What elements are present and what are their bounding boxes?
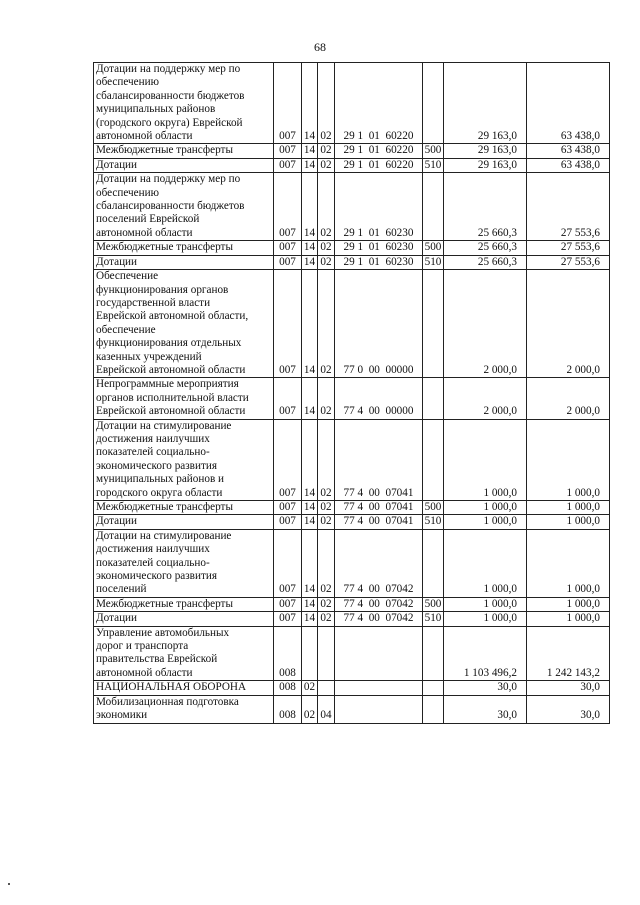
ved-code: 007 [274, 158, 302, 172]
target-article-code [335, 255, 423, 269]
table-row [94, 63, 610, 144]
row-name: Дотации на стимулирование достижения наилучших показателей социально- экономического развития муниципальных районов и городского округа области [94, 419, 274, 500]
code-part-grp: 01 [368, 255, 380, 268]
amount-year-2: 63 438,0 [527, 63, 610, 144]
expense-type-code: 500 [423, 144, 444, 158]
subsection-code: 02 [318, 270, 335, 378]
table-row [94, 612, 610, 626]
table-row [94, 419, 610, 500]
code-part-prog: 29 [343, 144, 355, 157]
table-row [94, 255, 610, 269]
target-article-code [335, 63, 423, 144]
subsection-code: 02 [318, 173, 335, 241]
section-code: 14 [302, 270, 318, 378]
section-code: 14 [302, 173, 318, 241]
code-part-grp: 01 [368, 144, 380, 157]
code-part-sub: 1 [357, 158, 364, 171]
code-part-dir: 60220 [385, 130, 414, 143]
table-row [94, 529, 610, 597]
code-part-sub: 4 [357, 486, 364, 499]
code-part-grp: 00 [368, 486, 380, 499]
expense-type-code [423, 695, 444, 723]
code-part-sub: 1 [357, 226, 364, 239]
ved-code: 007 [274, 144, 302, 158]
amount-year-1: 1 000,0 [444, 612, 527, 626]
code-part-prog: 77 [343, 515, 355, 528]
code-part-grp: 00 [368, 612, 380, 625]
code-part-grp: 00 [368, 515, 380, 528]
amount-year-1: 30,0 [444, 681, 527, 695]
ved-code: 007 [274, 255, 302, 269]
code-part-prog: 77 [343, 501, 355, 513]
row-name: Дотации [94, 612, 274, 626]
expense-type-code [423, 626, 444, 681]
code-part-sub: 1 [357, 130, 364, 143]
code-part-dir: 07041 [385, 486, 414, 499]
ved-code: 007 [274, 612, 302, 626]
code-part-sub: 4 [357, 597, 364, 610]
code-part-grp: 00 [368, 597, 380, 610]
subsection-code: 02 [318, 597, 335, 611]
amount-year-2: 63 438,0 [527, 158, 610, 172]
subsection-code: 02 [318, 144, 335, 158]
code-part-dir: 60220 [385, 144, 414, 157]
code-part-sub: 4 [357, 501, 364, 513]
amount-year-1: 25 660,3 [444, 241, 527, 255]
ved-code: 008 [274, 626, 302, 681]
target-article-code [335, 681, 423, 695]
subsection-code: 02 [318, 529, 335, 597]
amount-year-1: 25 660,3 [444, 173, 527, 241]
ved-code: 007 [274, 529, 302, 597]
target-article-code [335, 529, 423, 597]
amount-year-1: 2 000,0 [444, 270, 527, 378]
target-article-code [335, 270, 423, 378]
row-name: Дотации на поддержку мер по обеспечению сбалансированности бюджетов поселений Еврейской автономной области [94, 173, 274, 241]
subsection-code: 02 [318, 241, 335, 255]
subsection-code: 02 [318, 378, 335, 419]
code-part-dir: 07042 [385, 612, 414, 625]
section-code: 02 [302, 695, 318, 723]
row-name: Межбюджетные трансферты [94, 241, 274, 255]
expense-type-code [423, 270, 444, 378]
expense-type-code: 510 [423, 515, 444, 529]
code-part-sub: 0 [357, 363, 364, 376]
expense-type-code [423, 378, 444, 419]
section-code: 14 [302, 529, 318, 597]
amount-year-1: 1 000,0 [444, 501, 527, 515]
amount-year-2: 27 553,6 [527, 241, 610, 255]
target-article-code [335, 241, 423, 255]
row-name: Дотации [94, 255, 274, 269]
code-part-prog: 77 [343, 486, 355, 499]
code-part-sub: 1 [357, 255, 364, 268]
code-part-grp: 00 [368, 583, 380, 596]
ved-code: 007 [274, 63, 302, 144]
target-article-code [335, 173, 423, 241]
code-part-prog: 29 [343, 255, 355, 268]
code-part-sub: 1 [357, 241, 364, 254]
table-row [94, 158, 610, 172]
target-article-code [335, 144, 423, 158]
section-code: 14 [302, 255, 318, 269]
row-name: НАЦИОНАЛЬНАЯ ОБОРОНА [94, 681, 274, 695]
subsection-code: 02 [318, 255, 335, 269]
amount-year-1: 25 660,3 [444, 255, 527, 269]
amount-year-2: 1 242 143,2 [527, 626, 610, 681]
amount-year-2: 30,0 [527, 681, 610, 695]
code-part-prog: 29 [343, 226, 355, 239]
amount-year-2: 1 000,0 [527, 529, 610, 597]
amount-year-1: 1 000,0 [444, 419, 527, 500]
amount-year-2: 1 000,0 [527, 612, 610, 626]
code-part-prog: 29 [343, 241, 355, 254]
subsection-code: 04 [318, 695, 335, 723]
target-article-code [335, 626, 423, 681]
expense-type-code [423, 63, 444, 144]
code-part-prog: 29 [343, 158, 355, 171]
expense-type-code: 500 [423, 501, 444, 515]
section-code: 14 [302, 144, 318, 158]
code-part-prog: 77 [343, 363, 355, 376]
row-name: Дотации [94, 515, 274, 529]
expense-type-code: 500 [423, 241, 444, 255]
ved-code: 008 [274, 695, 302, 723]
code-part-dir: 07041 [385, 501, 414, 513]
code-part-grp: 00 [368, 405, 380, 418]
section-code [302, 626, 318, 681]
ved-code: 007 [274, 597, 302, 611]
code-part-dir: 07041 [385, 515, 414, 528]
amount-year-1: 30,0 [444, 695, 527, 723]
row-name: Непрограммные мероприятия органов исполнительной власти Еврейской автономной области [94, 378, 274, 419]
budget-table [93, 62, 610, 724]
code-part-grp: 00 [368, 363, 380, 376]
table-row [94, 597, 610, 611]
table-row [94, 515, 610, 529]
row-name: Управление автомобильных дорог и транспорта правительства Еврейской автономной области [94, 626, 274, 681]
target-article-code [335, 501, 423, 515]
code-part-prog: 77 [343, 405, 355, 418]
code-part-dir: 60230 [385, 226, 414, 239]
ved-code: 007 [274, 241, 302, 255]
code-part-grp: 01 [368, 226, 380, 239]
amount-year-2: 1 000,0 [527, 501, 610, 515]
amount-year-2: 63 438,0 [527, 144, 610, 158]
amount-year-1: 1 103 496,2 [444, 626, 527, 681]
code-part-sub: 4 [357, 405, 364, 418]
expense-type-code [423, 681, 444, 695]
row-name: Межбюджетные трансферты [94, 144, 274, 158]
page-number: 68 [314, 40, 326, 54]
subsection-code: 02 [318, 419, 335, 500]
expense-type-code [423, 419, 444, 500]
code-part-prog: 77 [343, 612, 355, 625]
ved-code: 007 [274, 378, 302, 419]
table-row [94, 144, 610, 158]
expense-type-code [423, 529, 444, 597]
ved-code: 007 [274, 515, 302, 529]
code-part-grp: 01 [368, 130, 380, 143]
code-part-dir: 60230 [385, 241, 414, 254]
table-row [94, 270, 610, 378]
amount-year-1: 29 163,0 [444, 63, 527, 144]
section-code: 02 [302, 681, 318, 695]
code-part-grp: 01 [368, 241, 380, 254]
table-row [94, 173, 610, 241]
table-row [94, 378, 610, 419]
amount-year-1: 1 000,0 [444, 515, 527, 529]
target-article-code [335, 695, 423, 723]
amount-year-1: 29 163,0 [444, 144, 527, 158]
subsection-code: 02 [318, 501, 335, 515]
row-name: Дотации на стимулирование достижения наилучших показателей социально- экономического развития поселений [94, 529, 274, 597]
amount-year-2: 2 000,0 [527, 270, 610, 378]
section-code: 14 [302, 597, 318, 611]
code-part-dir: 00000 [385, 363, 414, 376]
section-code: 14 [302, 419, 318, 500]
expense-type-code: 510 [423, 255, 444, 269]
amount-year-1: 1 000,0 [444, 529, 527, 597]
row-name: Дотации [94, 158, 274, 172]
amount-year-2: 1 000,0 [527, 419, 610, 500]
section-code: 14 [302, 241, 318, 255]
section-code: 14 [302, 501, 318, 515]
table-row [94, 241, 610, 255]
row-name: Дотации на поддержку мер по обеспечению сбалансированности бюджетов муниципальных районов (городского округа) Еврейской автономной области [94, 63, 274, 144]
code-part-sub: 4 [357, 612, 364, 625]
expense-type-code: 510 [423, 158, 444, 172]
section-code: 14 [302, 378, 318, 419]
code-part-grp: 00 [368, 501, 380, 513]
code-part-prog: 29 [343, 130, 355, 143]
target-article-code [335, 597, 423, 611]
expense-type-code [423, 173, 444, 241]
row-name: Мобилизационная подготовка экономики [94, 695, 274, 723]
code-part-dir: 60220 [385, 158, 414, 171]
subsection-code [318, 681, 335, 695]
code-part-sub: 4 [357, 515, 364, 528]
ved-code: 008 [274, 681, 302, 695]
target-article-code [335, 612, 423, 626]
code-part-prog: 77 [343, 597, 355, 610]
ved-code: 007 [274, 501, 302, 515]
ved-code: 007 [274, 270, 302, 378]
code-part-dir: 07042 [385, 583, 414, 596]
target-article-code [335, 515, 423, 529]
code-part-grp: 01 [368, 158, 380, 171]
section-code: 14 [302, 158, 318, 172]
amount-year-2: 27 553,6 [527, 173, 610, 241]
row-name: Межбюджетные трансферты [94, 501, 274, 515]
table-row [94, 501, 610, 515]
code-part-sub: 1 [357, 144, 364, 157]
section-code: 14 [302, 515, 318, 529]
amount-year-2: 27 553,6 [527, 255, 610, 269]
amount-year-1: 2 000,0 [444, 378, 527, 419]
subsection-code: 02 [318, 612, 335, 626]
code-part-prog: 77 [343, 583, 355, 596]
subsection-code: 02 [318, 158, 335, 172]
target-article-code [335, 158, 423, 172]
amount-year-1: 29 163,0 [444, 158, 527, 172]
expense-type-code: 500 [423, 597, 444, 611]
subsection-code: 02 [318, 63, 335, 144]
subsection-code [318, 626, 335, 681]
target-article-code [335, 419, 423, 500]
ved-code: 007 [274, 173, 302, 241]
code-part-dir: 07042 [385, 597, 414, 610]
amount-year-2: 1 000,0 [527, 597, 610, 611]
code-part-dir: 60230 [385, 255, 414, 268]
table-row [94, 681, 610, 695]
table-row [94, 695, 610, 723]
row-name: Межбюджетные трансферты [94, 597, 274, 611]
section-code: 14 [302, 63, 318, 144]
code-part-dir: 00000 [385, 405, 414, 418]
table-row [94, 626, 610, 681]
expense-type-code: 510 [423, 612, 444, 626]
amount-year-2: 30,0 [527, 695, 610, 723]
section-code: 14 [302, 612, 318, 626]
scan-speck [8, 883, 10, 885]
amount-year-2: 1 000,0 [527, 515, 610, 529]
target-article-code [335, 378, 423, 419]
code-part-sub: 4 [357, 583, 364, 596]
row-name: Обеспечение функционирования органов государственной власти Еврейской автономной области, обеспечение функционирования отдельных казенных учреждений Еврейской автономной области [94, 270, 274, 378]
ved-code: 007 [274, 419, 302, 500]
subsection-code: 02 [318, 515, 335, 529]
amount-year-2: 2 000,0 [527, 378, 610, 419]
amount-year-1: 1 000,0 [444, 597, 527, 611]
